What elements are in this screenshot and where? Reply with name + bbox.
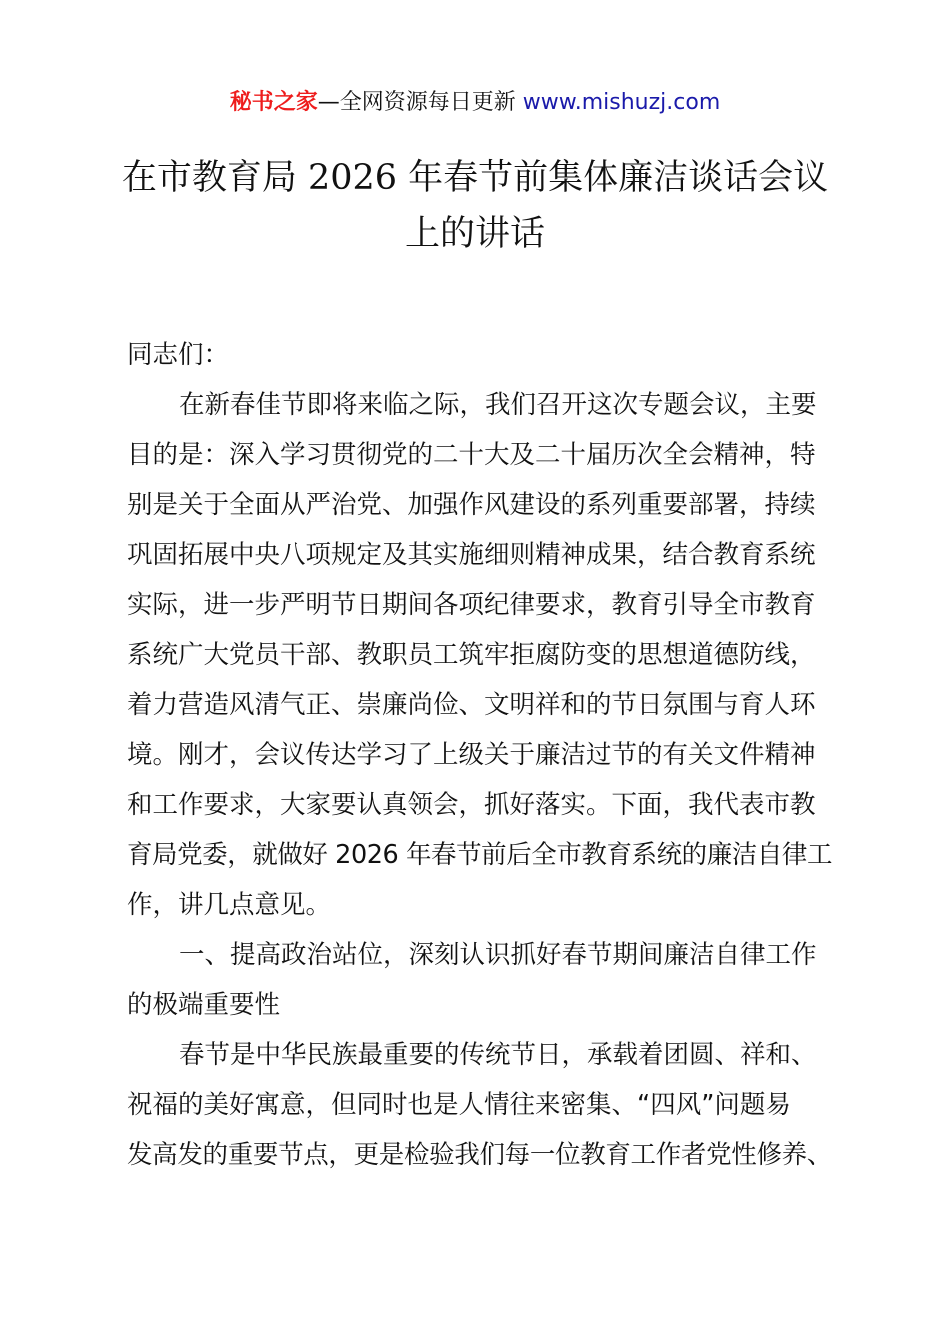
paragraph-line: 实际，进一步严明节日期间各项纪律要求，教育引导全市教育 <box>127 590 816 620</box>
paragraph-line: 发高发的重要节点，更是检验我们每一位教育工作者党性修养、 <box>127 1140 832 1170</box>
document-body <box>127 333 832 1183</box>
brand-name: 秘书之家 <box>229 90 318 115</box>
salutation: 同志们： <box>127 340 230 370</box>
section-heading-line: 一、提高政治站位，深刻认识抓好春节期间廉洁自律工作 <box>179 940 817 970</box>
paragraph-line: 和工作要求，大家要认真领会，抓好落实。下面，我代表市教 <box>127 790 816 820</box>
paragraph-line: 境。刚才，会议传达学习了上级关于廉洁过节的有关文件精神 <box>127 740 816 770</box>
paragraph-line: 着力营造风清气正、崇廉尚俭、文明祥和的节日氛围与育人环 <box>127 690 816 720</box>
site-url-link[interactable]: www.mishuzj.com <box>522 90 721 115</box>
banner-slogan: —全网资源每日更新 <box>317 90 516 115</box>
site-banner <box>0 88 950 118</box>
document-title <box>100 150 850 262</box>
paragraph-line: 祝福的美好寓意，但同时也是人情往来密集、“四风”问题易 <box>127 1090 791 1120</box>
paragraph-line: 作，讲几点意见。 <box>127 890 332 920</box>
paragraph-line: 系统广大党员干部、教职员工筑牢拒腐防变的思想道德防线， <box>127 640 816 670</box>
paragraph-line: 别是关于全面从严治党、加强作风建设的系列重要部署，持续 <box>127 490 816 520</box>
paragraph-line: 育局党委，就做好 2026 年春节前后全市教育系统的廉洁自律工 <box>127 840 832 870</box>
paragraph-line: 巩固拓展中央八项规定及其实施细则精神成果，结合教育系统 <box>127 540 816 570</box>
paragraph-line: 目的是：深入学习贯彻党的二十大及二十届历次全会精神，特 <box>127 440 816 470</box>
title-line: 上的讲话 <box>404 214 545 254</box>
paragraph-line: 春节是中华民族最重要的传统节日，承载着团圆、祥和、 <box>179 1040 817 1070</box>
title-line: 在市教育局 2026 年春节前集体廉洁谈话会议 <box>121 158 829 198</box>
paragraph-line: 在新春佳节即将来临之际，我们召开这次专题会议，主要 <box>179 390 817 420</box>
section-heading-line: 的极端重要性 <box>127 990 281 1020</box>
